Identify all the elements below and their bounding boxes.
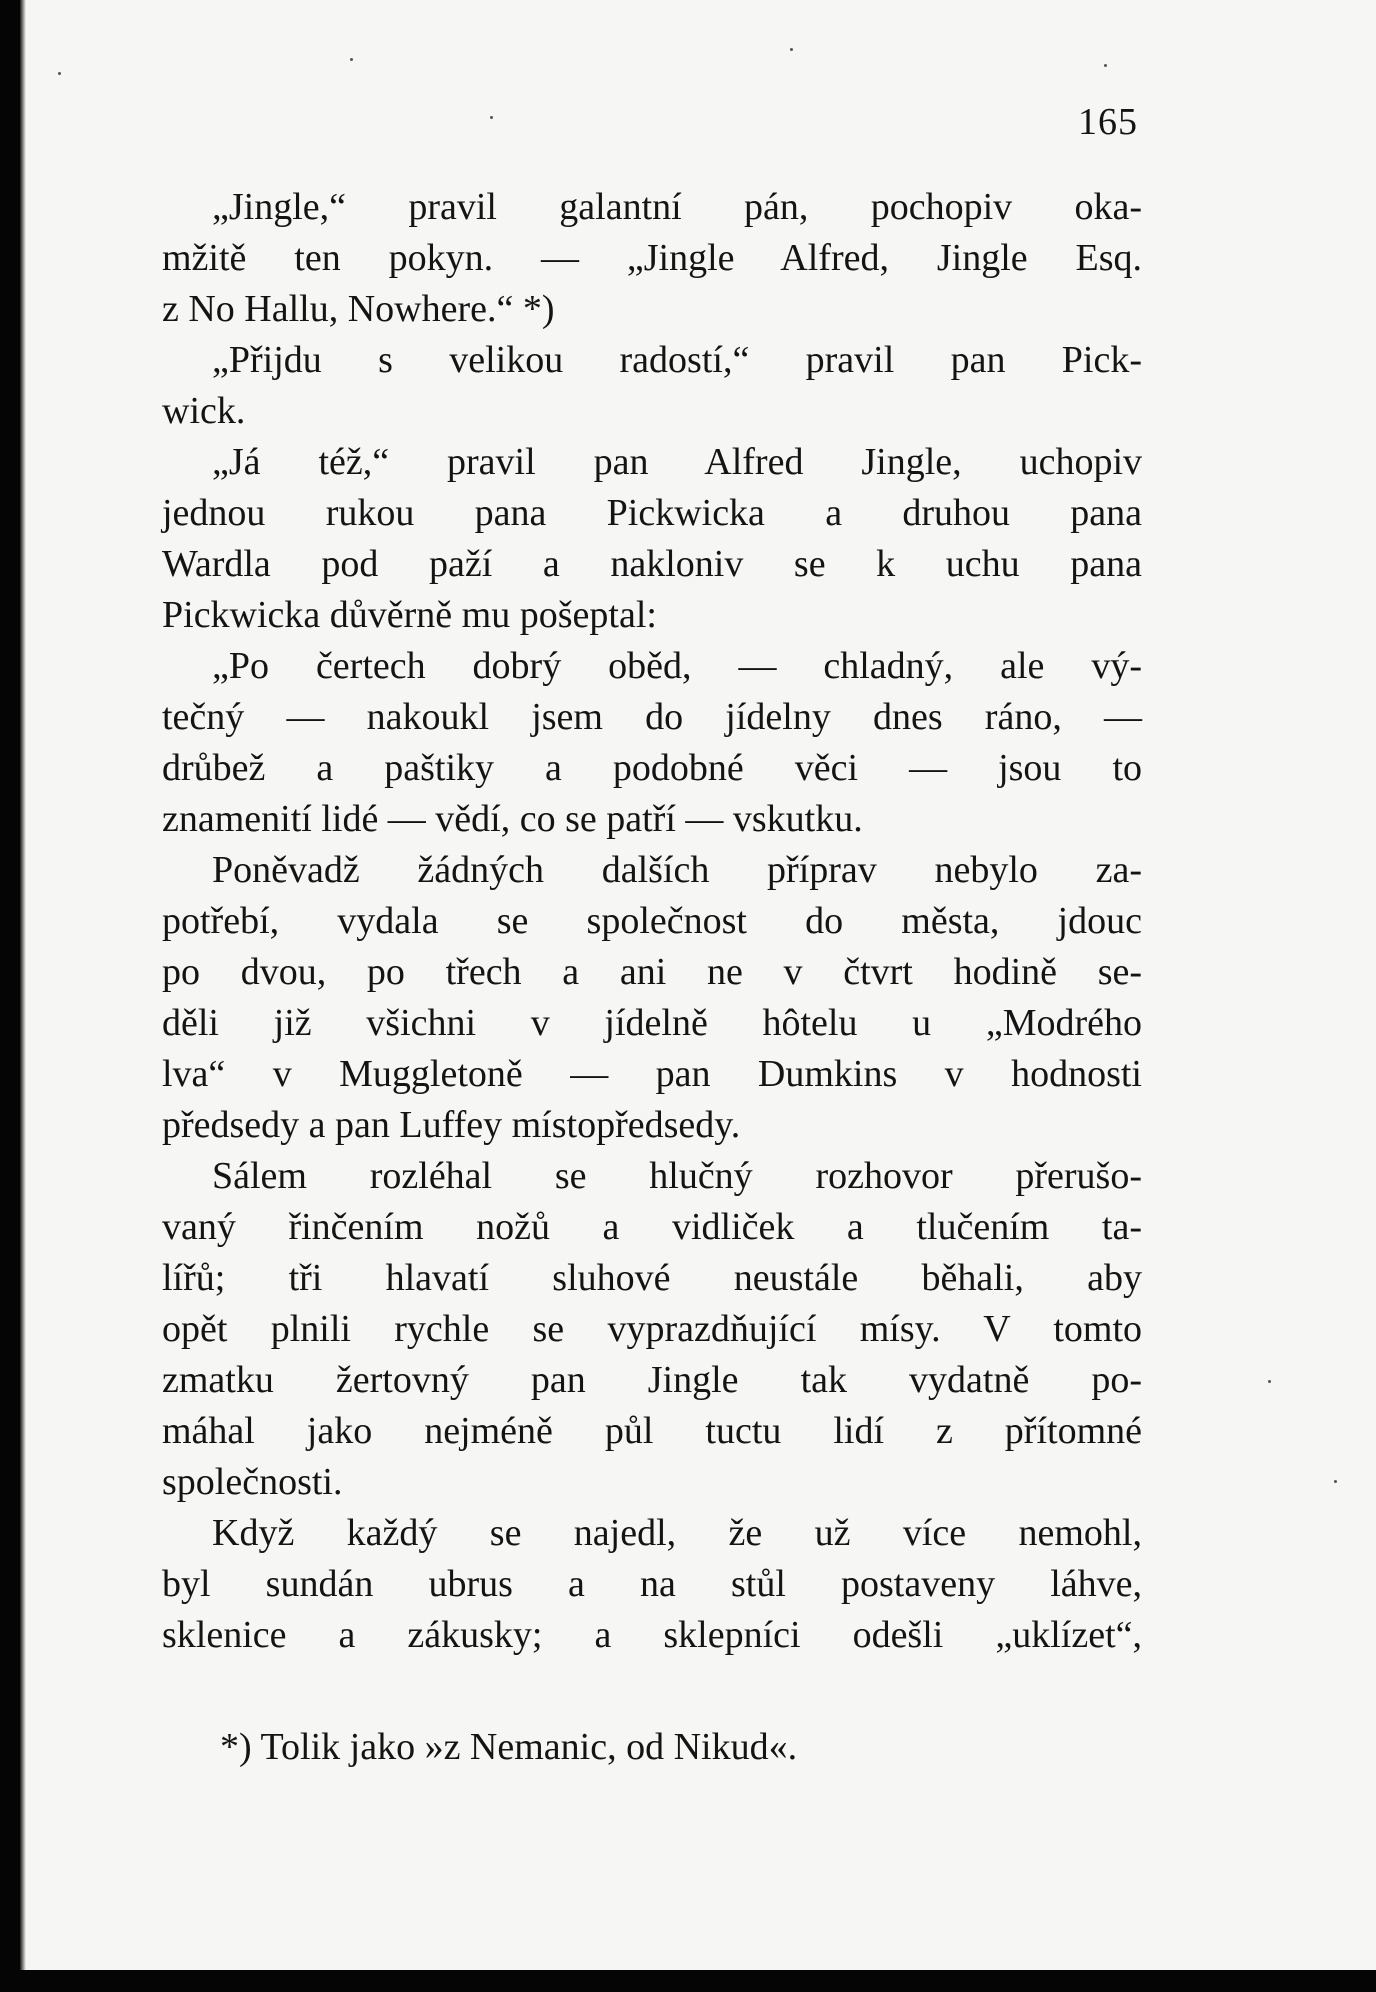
scan-speck [58,72,61,75]
text-line: „Přijdu s velikou radostí,“ pravil pan Pick- [212,339,1142,381]
text-line: byl sundán ubrus a na stůl postaveny láhve, [162,1563,1142,1605]
scan-bottom-border [0,1970,1376,1992]
text-line: z No Hallu, Nowhere.“ *) [162,288,555,330]
scan-left-shadow [20,0,26,1992]
scan-speck [490,116,493,119]
text-line: drůbež a paštiky a podobné věci — jsou to [162,747,1142,789]
text-line: společnosti. [162,1461,343,1503]
text-line: potřebí, vydala se společnost do města, jdouc [162,900,1142,942]
text-line: děli již všichni v jídelně hôtelu u „Modrého [162,1002,1142,1044]
text-line: jednou rukou pana Pickwicka a druhou pana [162,492,1142,534]
text-line: wick. [162,390,246,432]
text-line: zmatku žertovný pan Jingle tak vydatně po- [162,1359,1142,1401]
text-line: „Po čertech dobrý oběd, — chladný, ale vý- [212,645,1142,687]
page-number: 165 [1078,101,1138,143]
footnote: *) Tolik jako »z Nemanic, od Nikud«. [220,1726,798,1768]
text-line: sklenice a zákusky; a sklepníci odešli „uklízet“, [162,1614,1142,1656]
body-text [162,182,1142,1661]
text-line: lva“ v Muggletoně — pan Dumkins v hodnosti [162,1053,1142,1095]
scan-speck [1268,1380,1271,1383]
scan-speck [350,58,353,61]
text-line: mžitě ten pokyn. — „Jingle Alfred, Jingle Esq. [162,237,1142,279]
text-line: tečný — nakoukl jsem do jídelny dnes ráno, — [162,696,1142,738]
scan-left-border [0,0,20,1992]
text-line: předsedy a pan Luffey místopředsedy. [162,1104,741,1146]
scan-speck [1104,64,1107,67]
text-line: vaný řinčením nožů a vidliček a tlučením ta- [162,1206,1142,1248]
text-line: Poněvadž žádných dalších příprav nebylo za- [212,849,1142,891]
text-line: máhal jako nejméně půl tuctu lidí z přítomné [162,1410,1142,1452]
text-line: znamenití lidé — vědí, co se patří — vskutku. [162,798,863,840]
text-line: „Jingle,“ pravil galantní pán, pochopiv oka- [212,186,1142,228]
text-line: Když každý se najedl, že už více nemohl, [212,1512,1142,1554]
text-line: „Já též,“ pravil pan Alfred Jingle, uchopiv [212,441,1142,483]
text-line: opět plnili rychle se vyprazdňující mísy. V tomto [162,1308,1142,1350]
text-line: Sálem rozléhal se hlučný rozhovor přerušo- [212,1155,1142,1197]
text-line: Wardla pod paží a nakloniv se k uchu pana [162,543,1142,585]
text-line: lířů; tři hlavatí sluhové neustále běhali, aby [162,1257,1142,1299]
scan-speck [1334,1480,1337,1483]
text-line: Pickwicka důvěrně mu pošeptal: [162,594,657,636]
scan-speck [790,48,793,51]
text-line: po dvou, po třech a ani ne v čtvrt hodině se- [162,951,1142,993]
